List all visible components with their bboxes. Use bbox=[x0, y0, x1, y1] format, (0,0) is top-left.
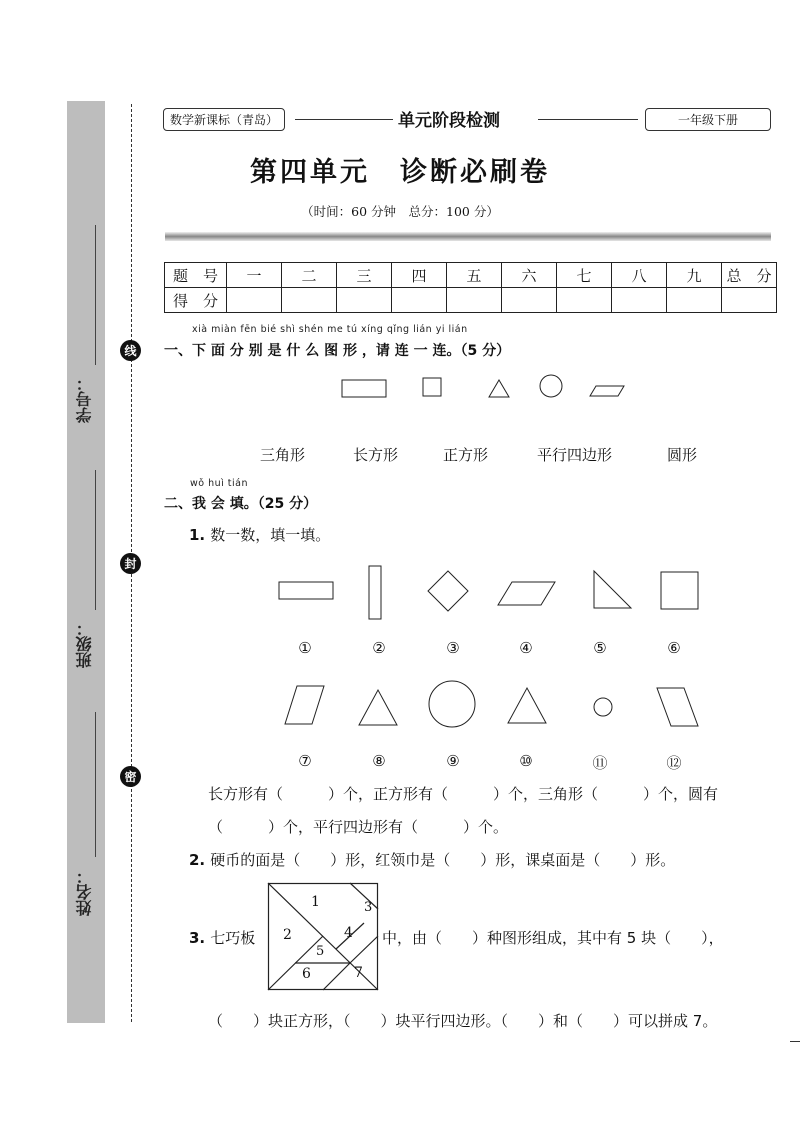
page-title: 第四单元 诊断必刷卷 bbox=[250, 157, 550, 188]
col-7: 七 bbox=[557, 263, 612, 288]
student-id-label: 学号： bbox=[75, 375, 94, 423]
shape-8-triangle bbox=[359, 690, 397, 725]
seal-secret: 密 bbox=[120, 766, 141, 787]
shape-4-parallelogram bbox=[498, 582, 555, 605]
q2-1-text: 数一数，填一填。 bbox=[210, 526, 331, 544]
q2-3-number: 3. bbox=[189, 929, 206, 947]
tangram-num-4: 4 bbox=[344, 925, 353, 941]
q2-2-number: 2. bbox=[189, 851, 206, 869]
mark-11: ⑪ bbox=[592, 754, 608, 772]
grade-tag: 一年级下册 bbox=[645, 108, 771, 131]
mark-5: ⑤ bbox=[593, 639, 607, 657]
mark-2: ② bbox=[372, 639, 386, 657]
shape-10-triangle bbox=[508, 688, 546, 723]
q1-pinyin: xià miàn fēn bié shì shén me tú xíng qǐng lián yi lián bbox=[192, 324, 468, 335]
q2-3-tangram-label: 七巧板 bbox=[210, 929, 256, 947]
mark-7: ⑦ bbox=[298, 752, 312, 770]
mark-6: ⑥ bbox=[667, 639, 681, 657]
label-parallelogram[interactable]: 平行四边形 bbox=[537, 446, 613, 464]
header-center: 单元阶段检测 bbox=[398, 111, 500, 131]
mark-9: ⑨ bbox=[446, 752, 460, 770]
name-label: 姓名： bbox=[75, 868, 94, 916]
tangram-num-6: 6 bbox=[302, 966, 311, 982]
q2-3-text[interactable]: 中，由（ ）种图形组成，其中有 5 块（ ）， bbox=[382, 929, 724, 947]
col-2: 二 bbox=[282, 263, 337, 288]
shape-6-square bbox=[661, 572, 698, 609]
label-triangle[interactable]: 三角形 bbox=[260, 446, 306, 464]
tangram-num-5: 5 bbox=[316, 944, 325, 959]
col-6: 六 bbox=[502, 263, 557, 288]
q2-1-answer-line-2[interactable]: （ ）个，平行四边形有（ ）个。 bbox=[208, 818, 509, 836]
col-4: 四 bbox=[392, 263, 447, 288]
tangram-num-2: 2 bbox=[283, 927, 292, 943]
tangram-num-1: 1 bbox=[311, 894, 320, 910]
label-rectangle[interactable]: 长方形 bbox=[353, 446, 399, 464]
col-8: 八 bbox=[612, 263, 667, 288]
q2-pinyin: wǒ huì tián bbox=[190, 478, 249, 489]
label-square[interactable]: 正方形 bbox=[443, 446, 489, 464]
page-edge-mark bbox=[790, 1041, 800, 1042]
shape-11-circle bbox=[594, 698, 612, 716]
q2-2-text[interactable]: 硬币的面是（ ）形，红领巾是（ ）形，课桌面是（ ）形。 bbox=[210, 851, 676, 869]
tangram-num-3: 3 bbox=[364, 900, 373, 915]
mark-10: ⑩ bbox=[519, 752, 533, 770]
col-9: 九 bbox=[667, 263, 722, 288]
page-subtitle: （时间：60 分钟 总分：100 分） bbox=[301, 204, 499, 219]
row-label: 题 号 bbox=[165, 263, 227, 288]
mark-1: ① bbox=[298, 639, 312, 657]
seal-seal: 封 bbox=[120, 553, 141, 574]
q2-3-label bbox=[189, 927, 255, 948]
q2-1-answer-line-1[interactable]: 长方形有（ ）个，正方形有（ ）个，三角形（ ）个，圆有 bbox=[208, 785, 719, 803]
tangram-edge bbox=[323, 963, 350, 990]
mark-3: ③ bbox=[446, 639, 460, 657]
tangram-edge bbox=[350, 936, 378, 963]
mark-8: ⑧ bbox=[372, 752, 386, 770]
label-circle[interactable]: 圆形 bbox=[667, 446, 698, 464]
shape-3-square bbox=[428, 571, 468, 611]
textbook-tag: 数学新课标（青岛） bbox=[163, 108, 285, 131]
shape-2-rectangle bbox=[369, 566, 381, 619]
col-5: 五 bbox=[447, 263, 502, 288]
shape-9-circle bbox=[429, 681, 475, 727]
seal-line: 线 bbox=[120, 340, 141, 361]
col-3: 三 bbox=[337, 263, 392, 288]
q2-2 bbox=[189, 849, 675, 870]
shape-5-triangle bbox=[594, 571, 631, 608]
tangram-num-7: 7 bbox=[354, 965, 363, 981]
shape-7-parallelogram bbox=[285, 686, 324, 724]
q2-1-number: 1. bbox=[189, 526, 206, 544]
q2-3-line-2[interactable]: （ ）块正方形，（ ）块平行四边形。（ ）和（ ）可以拼成 7。 bbox=[208, 1012, 718, 1030]
shape-1-rectangle bbox=[279, 582, 333, 599]
class-label: 班级： bbox=[75, 620, 94, 668]
row-label: 得 分 bbox=[165, 288, 227, 313]
col-1: 一 bbox=[227, 263, 282, 288]
mark-12: ⑫ bbox=[666, 754, 682, 772]
mark-4: ④ bbox=[519, 639, 533, 657]
q1-heading: 一、下 面 分 别 是 什 么 图 形 ，请 连 一 连。（5 分） bbox=[164, 343, 511, 359]
col-total: 总 分 bbox=[722, 263, 777, 288]
shape-12-parallelogram bbox=[657, 688, 698, 726]
q2-heading: 二、我 会 填。（25 分） bbox=[164, 496, 318, 512]
